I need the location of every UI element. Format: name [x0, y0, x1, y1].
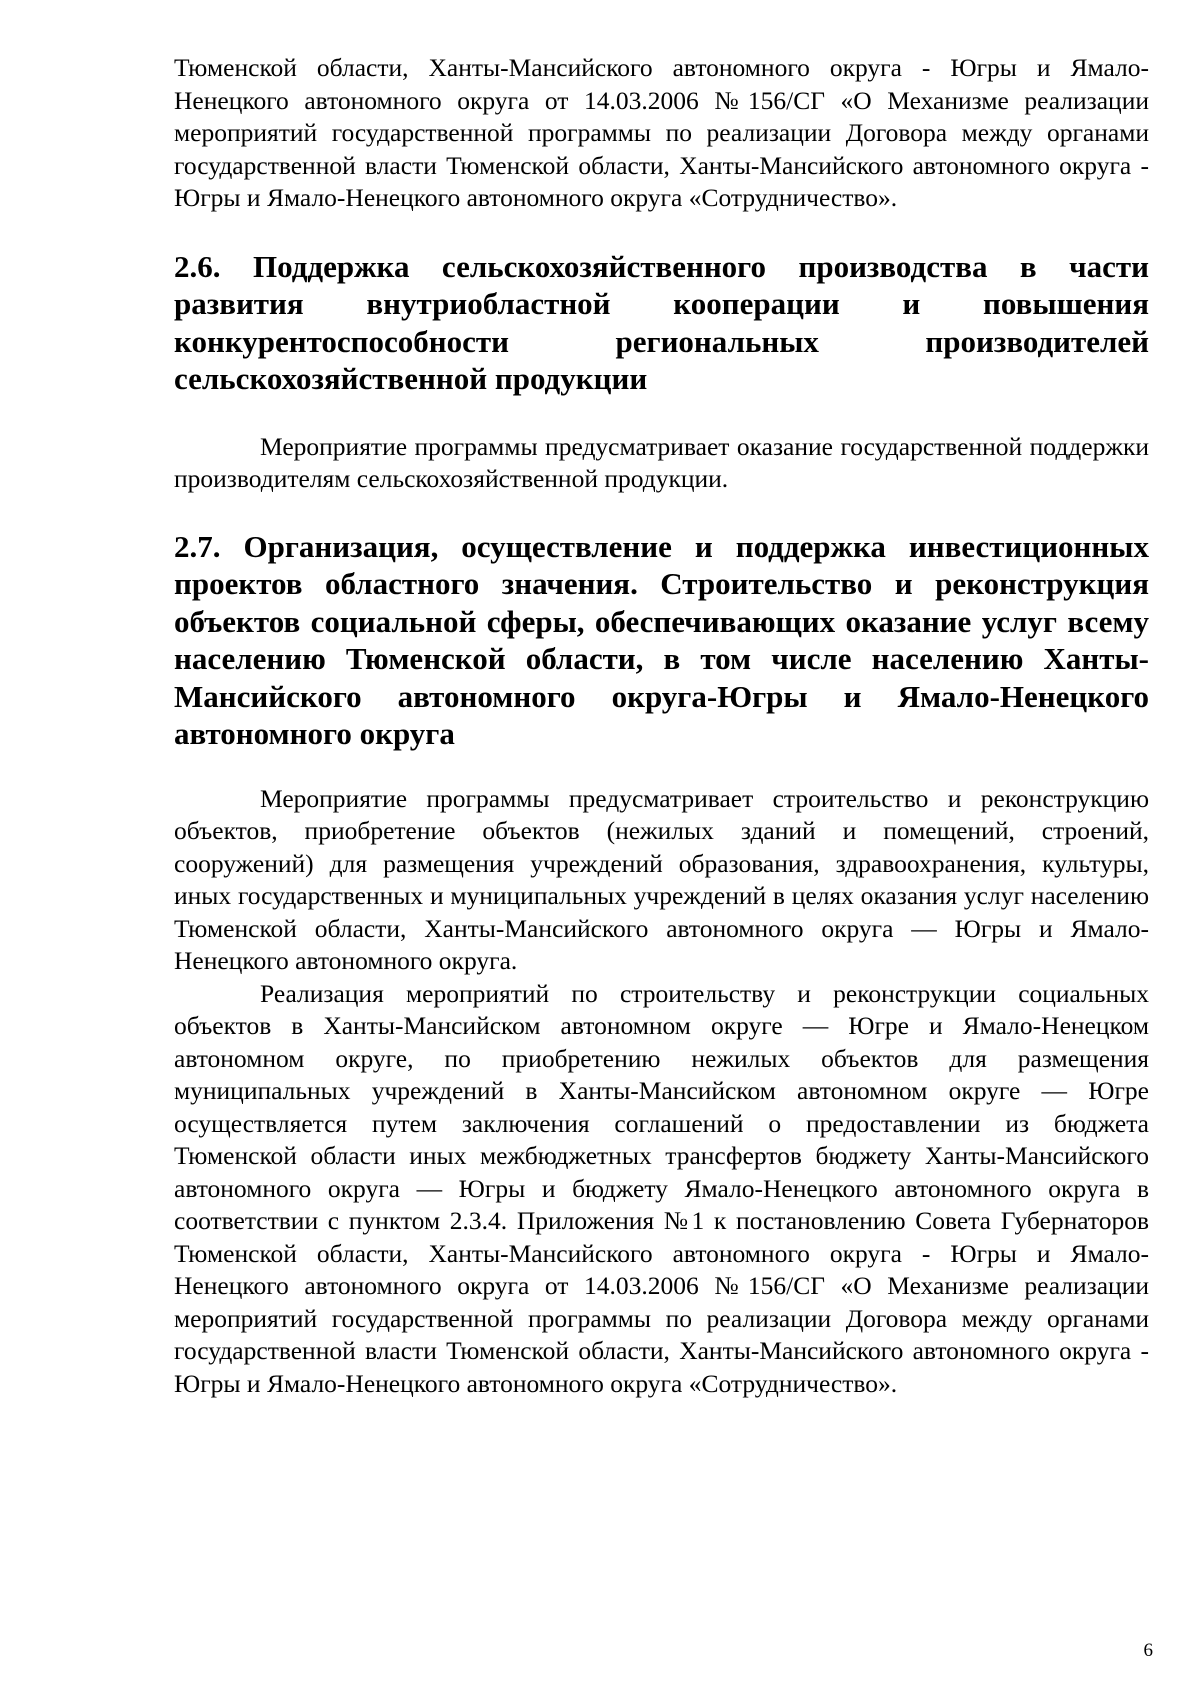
section-2-7-paragraph-1: Мероприятие программы предусматривает строительство и реконструкцию объектов, приобретение объектов (нежилых зданий и помещений, строений, сооружений) для размещения учреждений образования, здравоохранения, культуры, иных государственных и муниципальных учреждений в целях оказания услуг населению Тюменской области, Ханты-Мансийского автономного округа — Югры и Ямало-Ненецкого автономного округа.: [174, 783, 1149, 975]
section-2-7-paragraph-2: Реализация мероприятий по строительству и реконструкции социальных объектов в Ханты-Мансийском автономном округе — Югре и Ямало-Ненецком автономном округе, по приобретению нежилых объектов для размещения муниципальных учреждений в Ханты-Мансийском автономном округе — Югре осуществляется путем заключения соглашений о предоставлении из бюджета Тюменской области иных межбюджетных трансфертов бюджету Ханты-Мансийского автономного округа — Югры и бюджету Ямало-Ненецкого автономного округа в соответствии с пунктом 2.3.4. Приложения №1 к постановлению Совета Губернаторов Тюменской области, Ханты-Мансийского автономного округа - Югры и Ямало-Ненецкого автономного округа от 14.03.2006 №156/СГ «О Механизме реализации мероприятий государственной программы по реализации Договора между органами государственной власти Тюменской области, Ханты-Мансийского автономного округа - Югры и Ямало-Ненецкого автономного округа «Сотрудничество».: [174, 978, 1149, 1398]
section-2-6-heading: 2.6. Поддержка сельскохозяйственного производства в части развития внутриобластной кооперации и повышения конкурентоспособности региональных производителей сельскохозяйственной продукции: [174, 248, 1149, 396]
section-2-6-paragraph: Мероприятие программы предусматривает оказание государственной поддержки производителям сельскохозяйственной продукции.: [174, 431, 1149, 493]
document-page: [174, 52, 1149, 1400]
intro-paragraph: Тюменской области, Ханты-Мансийского автономного округа - Югры и Ямало-Ненецкого автономного округа от 14.03.2006 №156/СГ «О Механизме реализации мероприятий государственной программы по реализации Договора между органами государственной власти Тюменской области, Ханты-Мансийского автономного округа - Югры и Ямало-Ненецкого автономного округа «Сотрудничество».: [174, 53, 1149, 212]
section-2-7-heading: 2.7. Организация, осуществление и поддержка инвестиционных проектов областного значения. Строительство и реконструкция объектов социальной сферы, обеспечивающих оказание услуг всему населению Тюменской области, в том числе населению Ханты-Мансийского автономного округа-Югры и Ямало-Ненецкого автономного округа: [174, 528, 1149, 751]
page-number: 6: [1143, 1640, 1153, 1661]
